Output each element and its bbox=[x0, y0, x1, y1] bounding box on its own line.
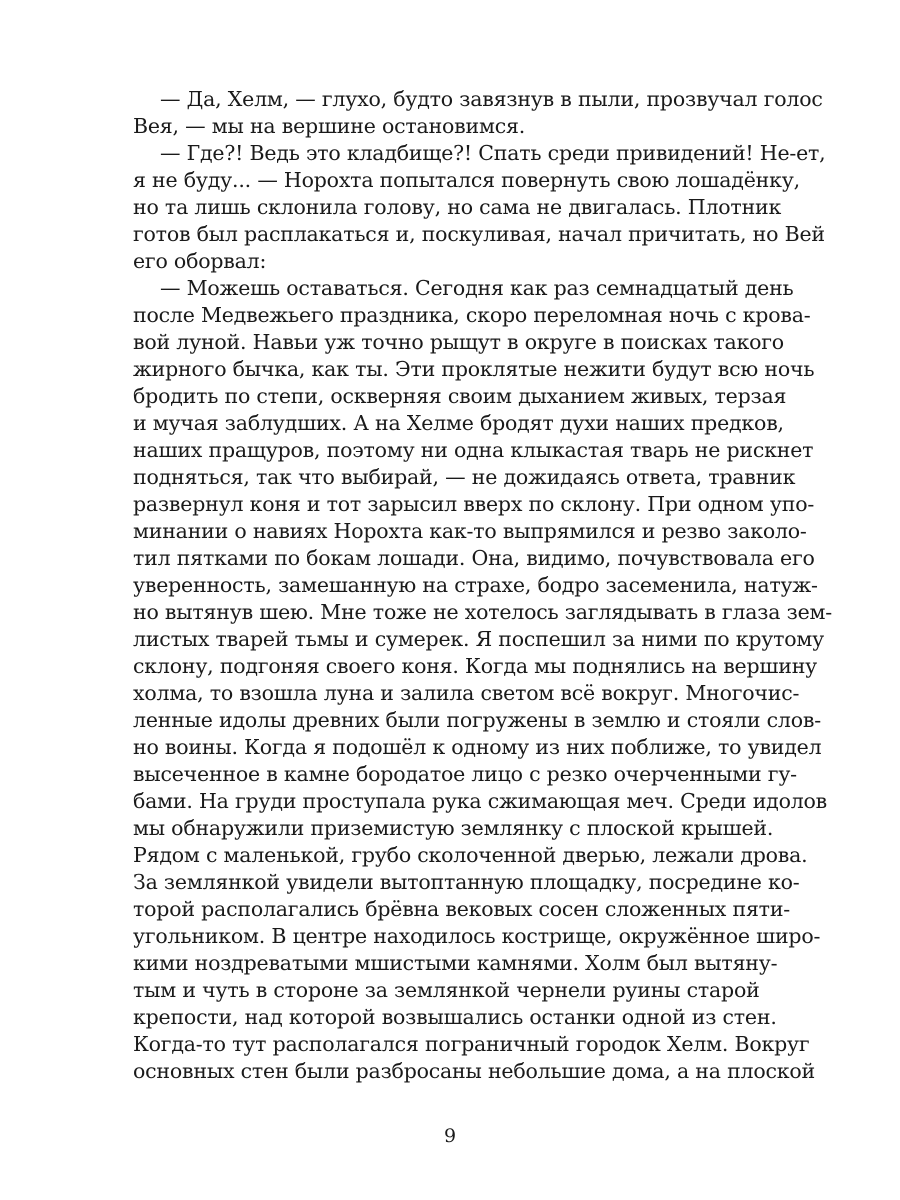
text-line: я не буду... — Норохта попытался повернуть свою лошадёнку, bbox=[133, 168, 800, 192]
text-line: его оборвал: bbox=[133, 249, 267, 273]
text-line: наших пращуров, поэтому ни одна клыкастая тварь не рискнет bbox=[133, 438, 814, 462]
text-line: угольником. В центре находилось кострище, окружённое широ- bbox=[133, 924, 821, 948]
text-line: но воины. Когда я подошёл к одному из них поближе, то увидел bbox=[133, 735, 822, 759]
text-line: торой располагались брёвна вековых сосен сложенных пяти- bbox=[133, 897, 791, 921]
text-line: Когда-то тут располагался пограничный городок Хелм. Вокруг bbox=[133, 1032, 810, 1056]
text-line: — Можешь оставаться. Сегодня как раз семнадцатый день bbox=[160, 276, 794, 300]
text-line: мы обнаружили приземистую землянку с плоской крышей. bbox=[133, 816, 774, 840]
text-line: листых тварей тьмы и сумерек. Я поспешил за ними по крутому bbox=[133, 627, 825, 651]
text-line: жирного бычка, как ты. Эти проклятые нежити будут всю ночь bbox=[133, 357, 815, 381]
text-line: но вытянув шею. Мне тоже не хотелось заглядывать в глаза зем- bbox=[133, 600, 832, 624]
text-line: тил пятками по бокам лошади. Она, видимо, почувствовала его bbox=[133, 546, 815, 570]
text-line: — Да, Хелм, — глухо, будто завязнув в пыли, прозвучал голос bbox=[160, 87, 823, 111]
text-line: минании о навиях Норохта как-то выпрямился и резво заколо- bbox=[133, 519, 807, 543]
text-line: склону, подгоняя своего коня. Когда мы поднялись на вершину bbox=[133, 654, 818, 678]
page-text-block bbox=[133, 86, 832, 1085]
text-line: крепости, над которой возвышались останки одной из стен. bbox=[133, 1005, 777, 1029]
text-line: после Медвежьего праздника, скоро переломная ночь с крова- bbox=[133, 303, 811, 327]
text-line: Рядом с маленькой, грубо сколоченной дверью, лежали дрова. bbox=[133, 843, 808, 867]
text-line: кими ноздреватыми мшистыми камнями. Холм был вытяну- bbox=[133, 951, 778, 975]
text-line: бродить по степи, оскверняя своим дыханием живых, терзая bbox=[133, 384, 787, 408]
text-line: вой луной. Навьи уж точно рыщут в округе в поисках такого bbox=[133, 330, 784, 354]
text-line: тым и чуть в стороне за землянкой чернели руины старой bbox=[133, 978, 760, 1002]
text-line: готов был расплакаться и, поскуливая, начал причитать, но Вей bbox=[133, 222, 825, 246]
text-line: но та лишь склонила голову, но сама не двигалась. Плотник bbox=[133, 195, 782, 219]
text-line: развернул коня и тот зарысил вверх по склону. При одном упо- bbox=[133, 492, 815, 516]
text-line: уверенность, замешанную на страхе, бодро засеменила, натуж- bbox=[133, 573, 818, 597]
page-number: 9 bbox=[443, 1125, 457, 1147]
text-line: и мучая заблудших. А на Хелме бродят духи наших предков, bbox=[133, 411, 784, 435]
text-line: холма, то взошла луна и залила светом всё вокруг. Многочис- bbox=[133, 681, 800, 705]
text-line: Вея, — мы на вершине остановимся. bbox=[133, 114, 526, 138]
text-line: подняться, так что выбирай, — не дожидаясь ответа, травник bbox=[133, 465, 796, 489]
text-line: За землянкой увидели вытоптанную площадку, посредине ко- bbox=[133, 870, 800, 894]
text-line: ленные идолы древних были погружены в землю и стояли слов- bbox=[133, 708, 821, 732]
text-line: высеченное в камне бородатое лицо с резко очерченными гу- bbox=[133, 762, 797, 786]
text-line: — Где?! Ведь это кладбище?! Спать среди привидений! Не-ет, bbox=[160, 141, 826, 165]
text-line: бами. На груди проступала рука сжимающая меч. Среди идолов bbox=[133, 789, 828, 813]
text-line: основных стен были разбросаны небольшие дома, а на плоской bbox=[133, 1059, 816, 1083]
